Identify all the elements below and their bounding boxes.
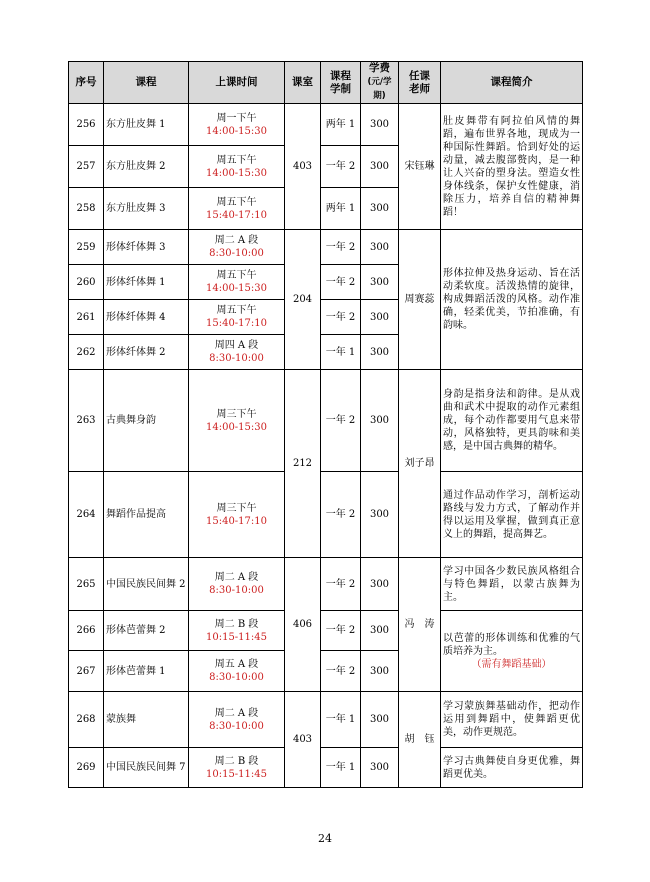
- row-description: 肚皮舞带有阿拉伯风情的舞蹈，遍布世界各地，现成为一种国际性舞蹈。恰到好处的运动量，减去腹部赘肉，是一种让人兴奋的塑身法。塑造女性身体线条，保护女性健康，消除压力，培养自信的精神舞蹈！: [441, 104, 583, 230]
- row-day: 周五下午: [216, 196, 257, 208]
- table-row: [69, 692, 583, 748]
- row-day: 周二 A 段: [214, 707, 259, 719]
- row-hours: 14:00-15:30: [205, 167, 267, 179]
- header-teacher-l2: 老师: [409, 82, 430, 95]
- header-no: 序号: [69, 62, 104, 104]
- row-duration: 一年 1: [321, 335, 361, 370]
- row-duration: 两年 1: [321, 188, 361, 230]
- table-row: [69, 558, 583, 611]
- header-duration: [321, 62, 361, 104]
- row-time: [189, 748, 285, 788]
- row-day: 周五下午: [216, 154, 257, 166]
- row-no: 257: [69, 146, 104, 188]
- row-no: 260: [69, 265, 104, 300]
- row-no: 264: [69, 472, 104, 558]
- ballet-prerequisite-note: （需有舞蹈基础）: [471, 658, 552, 670]
- header-time: 上课时间: [189, 62, 285, 104]
- row-time: [189, 611, 285, 651]
- row-hours: 8:30-10:00: [209, 353, 264, 364]
- row-duration: 一年 2: [321, 300, 361, 335]
- row-fee: 300: [361, 230, 399, 265]
- row-teacher: 刘子昂: [399, 370, 441, 558]
- row-no: 258: [69, 188, 104, 230]
- row-time: [189, 230, 285, 265]
- row-hours: 8:30-10:00: [209, 585, 264, 596]
- row-time: [189, 300, 285, 335]
- course-schedule-table: [68, 61, 583, 788]
- row-no: 265: [69, 558, 104, 611]
- row-day: 周四 A 段: [214, 340, 259, 351]
- table-row: [69, 472, 583, 558]
- row-no: 268: [69, 692, 104, 748]
- header-fee-l1: 学费: [369, 62, 390, 74]
- header-course: 课程: [104, 62, 189, 104]
- row-room: 212: [285, 370, 321, 558]
- row-description: 形体拉伸及热身运动、旨在活动柔软度。活泼热情的旋律，构成舞蹈活泼的风格。动作准确，轻柔优美，节拍准确，有韵味。: [441, 230, 583, 370]
- table-row: [69, 104, 583, 146]
- row-time: [189, 104, 285, 146]
- row-time: [189, 472, 285, 558]
- row-time: [189, 188, 285, 230]
- row-duration: 一年 2: [321, 651, 361, 692]
- row-time: [189, 692, 285, 748]
- row-day: 周二 B 段: [214, 618, 259, 630]
- row-room: 403: [285, 104, 321, 230]
- row-course: 形体纤体舞 1: [104, 265, 189, 300]
- row-room: 204: [285, 230, 321, 370]
- row-no: 259: [69, 230, 104, 265]
- row-fee: 300: [361, 472, 399, 558]
- row-day: 周三下午: [216, 408, 257, 420]
- row-no: 266: [69, 611, 104, 651]
- row-hours: 15:40-17:10: [205, 515, 267, 527]
- row-course: 形体纤体舞 4: [104, 300, 189, 335]
- row-course: 舞蹈作品提高: [104, 472, 189, 558]
- row-course: 形体芭蕾舞 1: [104, 651, 189, 692]
- row-course: 东方肚皮舞 1: [104, 104, 189, 146]
- page-number: 24: [318, 832, 332, 845]
- row-duration: 一年 2: [321, 146, 361, 188]
- row-duration: 一年 2: [321, 611, 361, 651]
- row-course: 古典舞身韵: [104, 370, 189, 472]
- row-fee: 300: [361, 558, 399, 611]
- row-fee: 300: [361, 104, 399, 146]
- row-description: 学习古典舞使自身更优雅，舞蹈更优美。: [441, 748, 583, 788]
- row-duration: 一年 1: [321, 692, 361, 748]
- row-hours: 15:40-17:10: [205, 209, 267, 221]
- row-time: [189, 558, 285, 611]
- row-hours: 15:40-17:10: [205, 318, 267, 329]
- row-course: 形体芭蕾舞 2: [104, 611, 189, 651]
- row-course: 蒙族舞: [104, 692, 189, 748]
- row-no: 262: [69, 335, 104, 370]
- row-day: 周二 A 段: [214, 235, 259, 246]
- row-fee: 300: [361, 265, 399, 300]
- ballet-description: 以芭蕾的形体训练和优雅的气质培养为主。: [443, 632, 580, 657]
- row-course: 东方肚皮舞 3: [104, 188, 189, 230]
- header-room: 课室: [285, 62, 321, 104]
- header-duration-l1: 课程: [330, 69, 351, 82]
- header-fee-l2: (元/学期): [367, 77, 392, 101]
- header-teacher-l1: 任课: [409, 69, 430, 82]
- header-teacher: [399, 62, 441, 104]
- row-teacher: 周赛蕊: [399, 230, 441, 370]
- row-teacher: 胡 钰: [399, 692, 441, 788]
- row-duration: 一年 2: [321, 230, 361, 265]
- table-row: [69, 611, 583, 651]
- row-room: 406: [285, 558, 321, 692]
- row-description: 通过作品动作学习，剖析运动路线与发力方式，了解动作并得以运用及掌握，做到真正意义上的舞蹈，提高舞艺。: [441, 472, 583, 558]
- row-duration: 两年 1: [321, 104, 361, 146]
- row-fee: 300: [361, 611, 399, 651]
- row-hours: 14:00-15:30: [205, 283, 267, 294]
- row-hours: 8:30-10:00: [209, 672, 264, 683]
- table-header-row: [69, 62, 583, 104]
- row-fee: 300: [361, 651, 399, 692]
- row-teacher: 宋钰琳: [399, 104, 441, 230]
- header-description: 课程简介: [441, 62, 583, 104]
- row-room: 403: [285, 692, 321, 788]
- row-time: [189, 651, 285, 692]
- row-hours: 8:30-10:00: [209, 248, 264, 259]
- row-hours: 10:15-11:45: [205, 631, 267, 643]
- row-fee: 300: [361, 300, 399, 335]
- row-duration: 一年 2: [321, 370, 361, 472]
- row-day: 周二 A 段: [214, 572, 259, 583]
- row-fee: 300: [361, 748, 399, 788]
- row-day: 周五下午: [216, 305, 257, 316]
- row-hours: 14:00-15:30: [205, 125, 267, 137]
- row-time: [189, 265, 285, 300]
- header-duration-l2: 学制: [330, 82, 351, 95]
- row-course: 形体纤体舞 2: [104, 335, 189, 370]
- row-teacher: 冯 涛: [399, 558, 441, 692]
- row-duration: 一年 2: [321, 472, 361, 558]
- row-fee: 300: [361, 146, 399, 188]
- row-fee: 300: [361, 188, 399, 230]
- row-course: 中国民族民间舞 7: [104, 748, 189, 788]
- row-day: 周五 A 段: [214, 659, 259, 670]
- row-time: [189, 370, 285, 472]
- row-duration: 一年 1: [321, 748, 361, 788]
- row-fee: 300: [361, 335, 399, 370]
- row-description: 学习中国各少数民族风格组合与特色舞蹈，以蒙古族舞为主。: [441, 558, 583, 611]
- row-description: 身韵是指身法和韵律。是从戏曲和武术中提取的动作元素组成，每个动作都要用气息来带动，风格独特，更具韵味和美感，是中国古典舞的精华。: [441, 370, 583, 472]
- row-no: 261: [69, 300, 104, 335]
- row-no: 267: [69, 651, 104, 692]
- row-course: 中国民族民间舞 2: [104, 558, 189, 611]
- row-duration: 一年 2: [321, 558, 361, 611]
- row-time: [189, 335, 285, 370]
- row-day: 周一下午: [216, 112, 257, 124]
- row-description: 学习蒙族舞基础动作，把动作运用到舞蹈中，使舞蹈更优美，动作更规范。: [441, 692, 583, 748]
- header-fee: [361, 62, 399, 104]
- row-hours: 10:15-11:45: [205, 768, 267, 780]
- row-duration: 一年 2: [321, 265, 361, 300]
- row-time: [189, 146, 285, 188]
- table-row: [69, 370, 583, 472]
- row-day: 周五下午: [216, 270, 257, 281]
- row-fee: 300: [361, 370, 399, 472]
- row-no: 269: [69, 748, 104, 788]
- row-day: 周三下午: [216, 502, 257, 514]
- row-day: 周二 B 段: [214, 755, 259, 767]
- row-description: [441, 611, 583, 692]
- table-row: [69, 230, 583, 265]
- row-no: 256: [69, 104, 104, 146]
- row-fee: 300: [361, 692, 399, 748]
- row-hours: 14:00-15:30: [205, 421, 267, 433]
- row-course: 形体纤体舞 3: [104, 230, 189, 265]
- row-course: 东方肚皮舞 2: [104, 146, 189, 188]
- row-no: 263: [69, 370, 104, 472]
- row-hours: 8:30-10:00: [209, 720, 264, 732]
- table-row: [69, 748, 583, 788]
